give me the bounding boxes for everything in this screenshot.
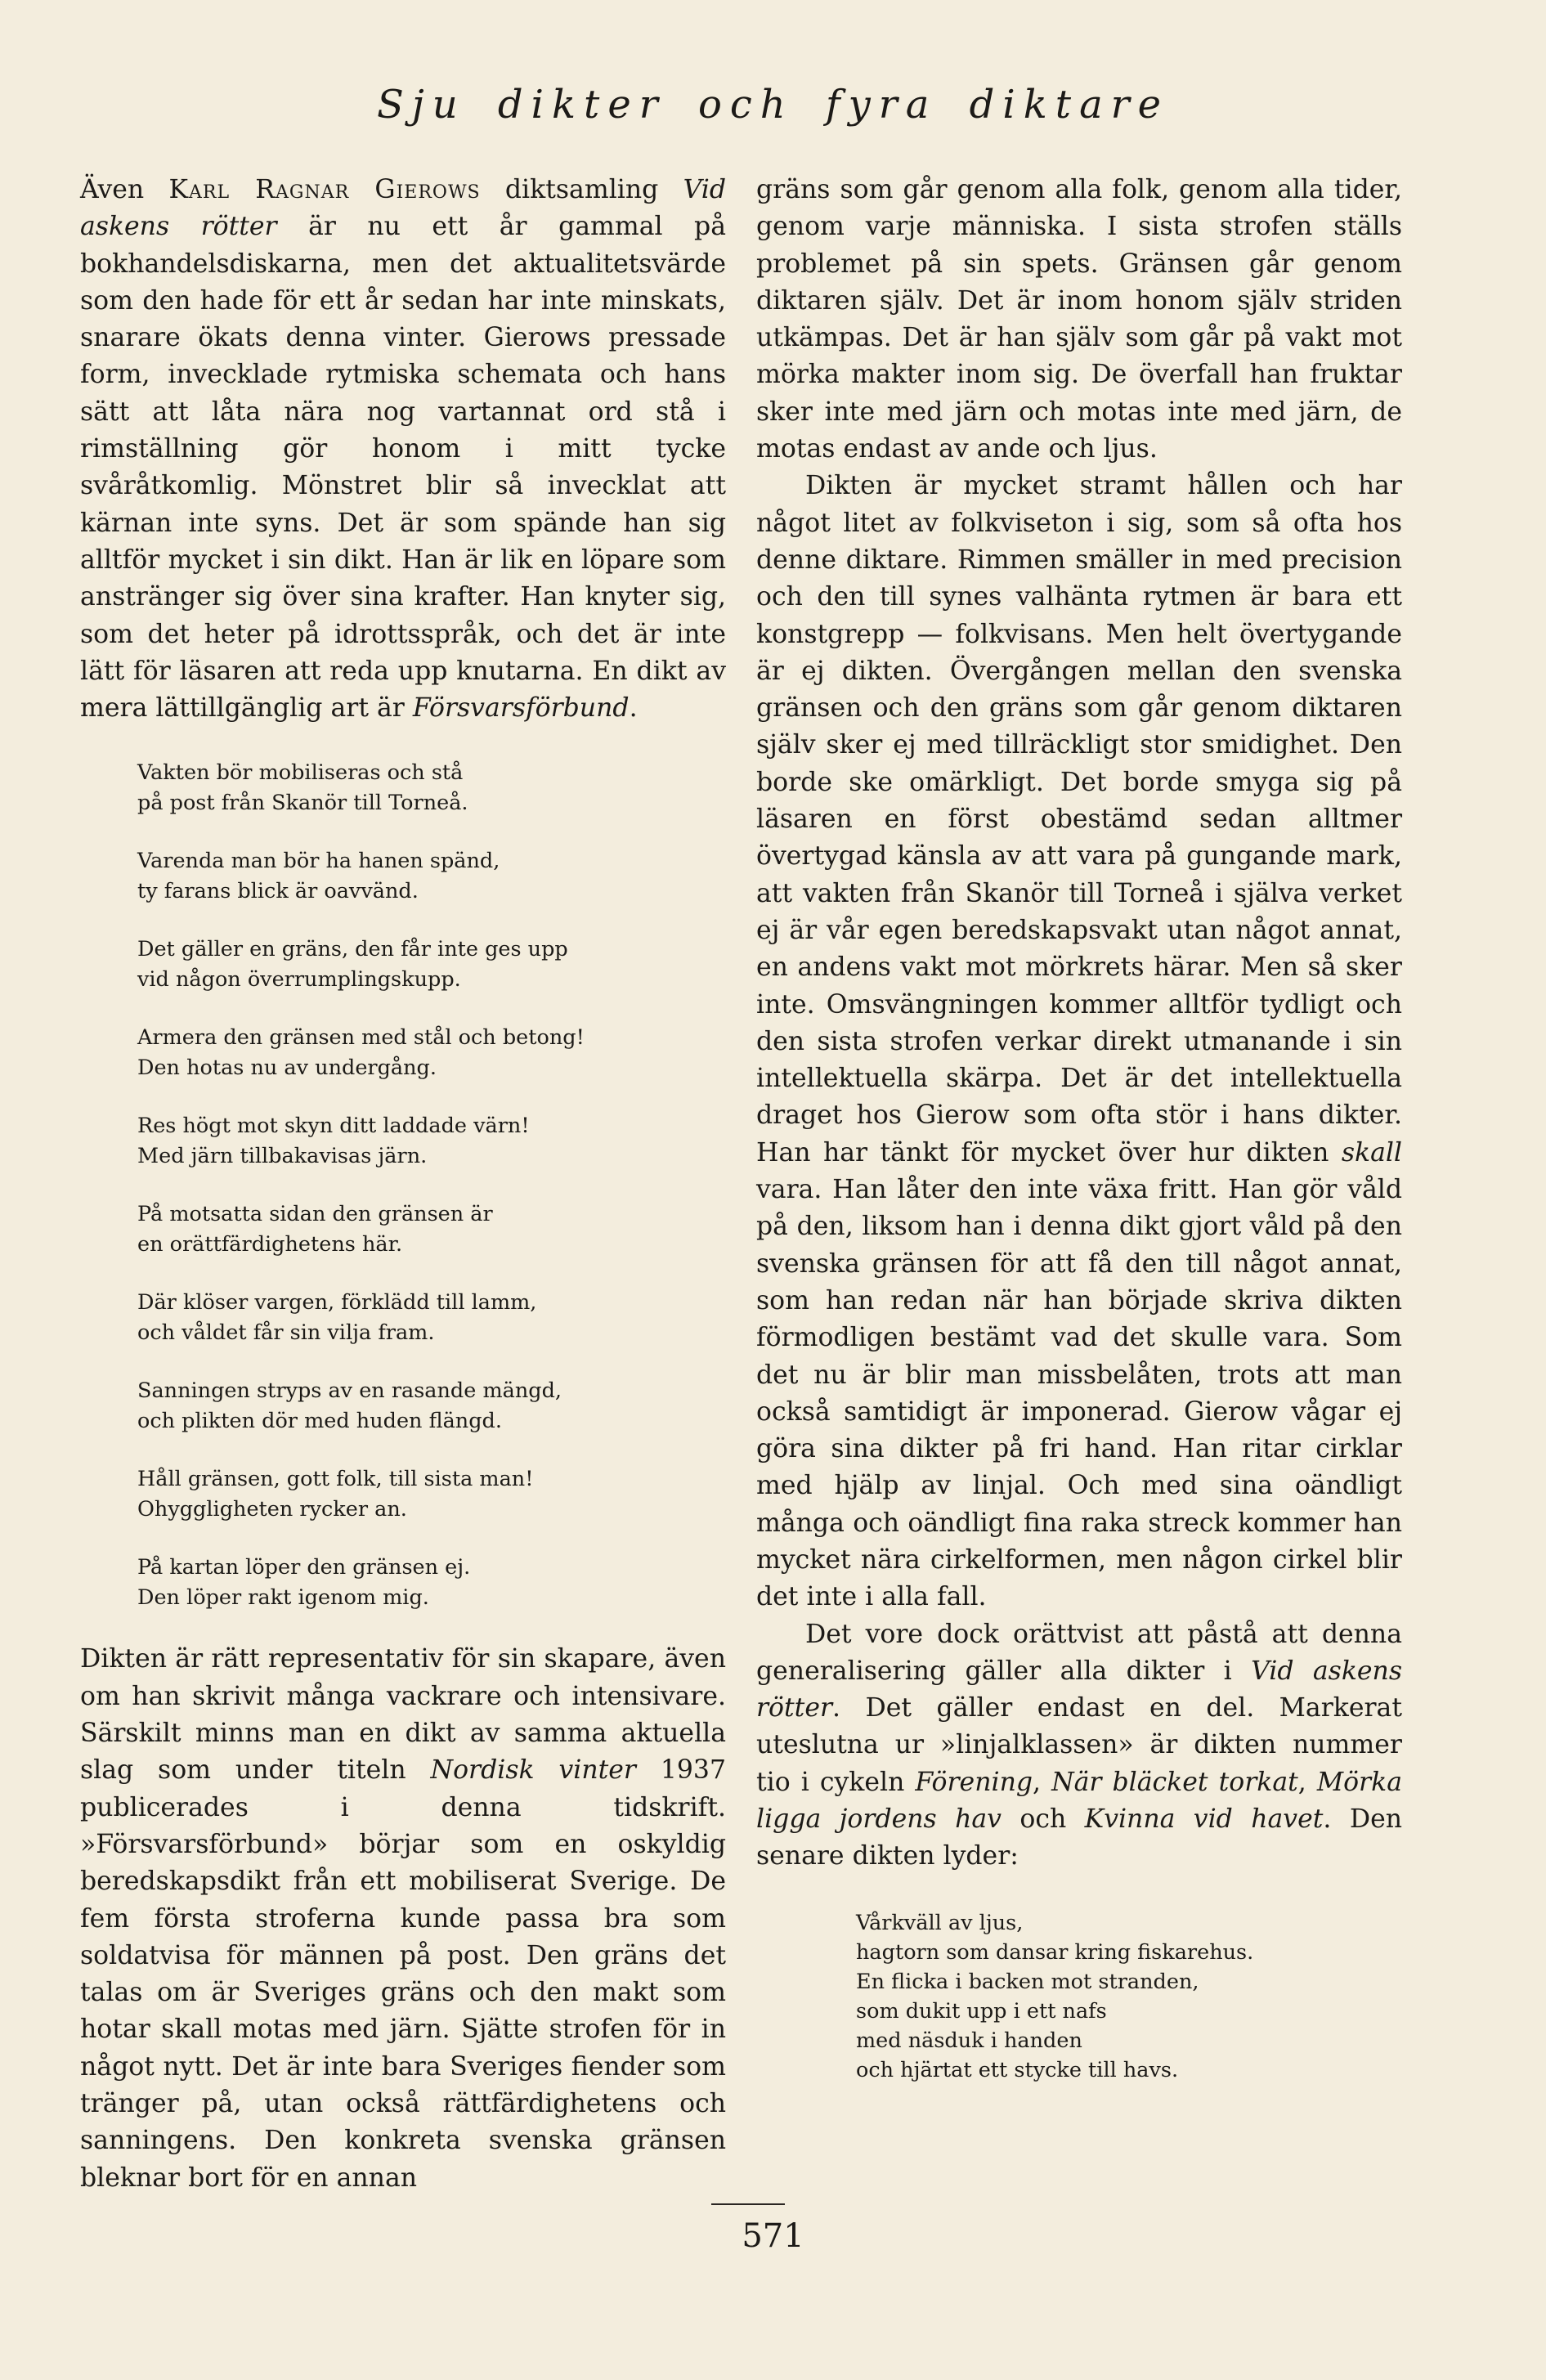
commentary-paragraph: Dikten är rätt representativ för sin skapare, även om han skrivit många vackrare och intensivare. Särskilt minns man en dikt av samma aktuella slag som under titeln Nordisk vinter 1937 publicerades i denna tidskrift. »Försvarsförbund» börjar som en oskyldig beredskapsdikt från ett mobiliserat Sverige. De fem första stroferna kunde passa bra som soldatvisa för männen på post. Den gräns det talas om är Sveriges gräns och den makt som hotar skall motas med järn. Sjätte strofen för in något nytt. Det är inte bara Sveriges fiender som tränger på, utan också rättfärdighetens och sanningens. Den konkreta svenska gränsen bleknar bort för en annan [80,1644,727,2193]
poem-stanza [137,758,726,818]
poem-title: Mörka ligga jordens hav [756,1767,1402,1835]
poem-line: Varenda man bör ha hanen spänd, [137,849,500,874]
poem-title: Kvinna vid havet [1084,1804,1324,1835]
footer-rule [711,2203,785,2205]
poem-line: med näsduk i handen [856,2028,1082,2053]
running-title: Sju dikter och fyra diktare [376,82,1170,128]
poem-stanza [137,935,726,995]
poem-line: vid någon överrumplingskupp. [137,967,461,993]
poem-line: och våldet får sin vilja fram. [137,1320,435,1346]
poem-line: en orättfärdighetens här. [137,1232,403,1257]
poem-line: På kartan löper den gränsen ej. [137,1555,471,1580]
poem-line: På motsatta sidan den gränsen är [137,1202,493,1227]
poem-line: Ohyggligheten rycker an. [137,1497,407,1522]
poem-title: När bläcket torkat [1051,1767,1298,1797]
poem-line: Håll gränsen, gott folk, till sista man! [137,1467,534,1492]
poem-stanza [137,1288,726,1348]
poem-forsvarsforbund [137,758,726,1613]
closing-paragraph: Det vore dock orättvist att påstå att denna generalisering gäller alla dikter i Vid askens rötter. Det gäller endast en del. Markerat uteslutna ur »linjalklassen» är dikten nummer tio i cykeln Förening, När bläcket torkat, Mörka ligga jordens hav och Kvinna vid havet. Den senare dikten lyder: [756,1619,1402,1871]
poem-line: som dukit upp i ett nafs [856,1998,1107,2024]
poem-title: Försvarsförbund [412,693,630,724]
poem-line: Den löper rakt igenom mig. [137,1585,429,1611]
poem-line: Den hotas nu av undergång. [137,1056,437,1081]
emphasis: skall [1341,1137,1402,1168]
poem-stanza [137,1376,726,1437]
poem-kvinna-vid-havet [856,1908,1402,2085]
book-title: Vid askens rötter [80,175,726,242]
poem-stanza [137,1199,726,1260]
left-column [80,172,726,2197]
poem-stanza [137,1111,726,1172]
poem-line: Sanningen stryps av en rasande mängd, [137,1378,562,1404]
continuation-paragraph: gräns som går genom alla folk, genom alla tider, genom varje människa. I sista strofen ställs problemet på sin spets. Gränsen går genom diktaren själv. Det är inom honom själv striden utkämpas. Det är han själv som går på vakt mot mörka makter inom sig. De överfall han fruktar sker inte med järn och motas inte med järn, de motas endast av ande och ljus. [756,175,1402,464]
poem-line: En flicka i backen mot stranden, [856,1969,1199,1994]
intro-paragraph: Även Karl Ragnar Gierows diktsamling Vid askens rötter är nu ett år gammal på bokhandelsdiskarna, men det aktualitetsvärde som den hade för ett år sedan har inte minskats, snarare ökats denna vinter. Gierows pressade form, invecklade rytmiska schemata och hans sätt att låta nära nog vartannat ord stå i rimställning gör honom i mitt tycke svåråtkomlig. Mönstret blir så invecklat att kärnan inte syns. Det är som spände han sig alltför mycket i sin dikt. Han är lik en löpare som anstränger sig över sina krafter. Han knyter sig, som det heter på idrottsspråk, och det är inte lätt för läsaren att reda upp knutarna. En dikt av mera lättillgänglig art är Försvarsförbund. [80,175,726,724]
poem-line: Där klöser vargen, förklädd till lamm, [137,1290,537,1315]
poem-line: hagtorn som dansar kring fiskarehus. [856,1939,1254,1965]
poem-line: på post från Skanör till Torneå. [137,791,468,816]
poem-line: Vakten bör mobiliseras och stå [137,760,464,786]
poem-line: Vårkväll av ljus, [856,1910,1024,1935]
analysis-paragraph: Dikten är mycket stramt hållen och har något litet av folkviseton i sig, som så ofta hos denne diktare. Rimmen smäller in med precision och den till synes valhänta rytmen är bara ett konstgrepp — folkvisans. Men helt övertygande är ej dikten. Övergången mellan den svenska gränsen och den gräns som går genom diktaren själv sker ej med tillräckligt stor smidighet. Den borde ske omärkligt. Det borde smyga sig på läsaren en först obestämd sedan alltmer övertygad känsla av att vara på gungande mark, att vakten från Skanör till Torneå i själva verket ej är vår egen beredskapsvakt utan något annat, en andens vakt mot mörkrets härar. Men så sker inte. Omsvängningen kommer alltför tydligt och den sista strofen verkar direkt utmanande i sin intellektuella skärpa. Det är det intellektuella draget hos Gierow som ofta stör i hans dikter. Han har tänkt för mycket över hur dikten skall vara. Han låter den inte växa fritt. Han gör våld på den, liksom han i denna dikt gjort våld på den svenska gränsen för att få den till något annat, som han redan när han började skriva dikten förmodligen bestämt vad det skulle vara. Som det nu är blir man missbelåten, trots att man också samtidigt är imponerad. Gierow vågar ej göra sina dikter på fri hand. Han ritar cirklar med hjälp av linjal. Och med sina oändligt många och oändligt fina raka streck kommer han mycket nära cirkelformen, men någon cirkel blir det inte i alla fall. [756,471,1402,1612]
poem-title: Förening [915,1767,1033,1797]
poem-stanza [137,1553,726,1613]
poem-line: Det gäller en gräns, den får inte ges upp [137,937,568,962]
poem-line: Res högt mot skyn ditt laddade värn! [137,1114,530,1139]
poem-line: och plikten dör med huden flängd. [137,1409,502,1434]
page-number: 571 [742,2217,804,2255]
book-title: Vid askens rötter [756,1656,1402,1723]
poem-line: och hjärtat ett stycke till havs. [856,2057,1179,2082]
poem-stanza [137,1464,726,1525]
poem-line: Armera den gränsen med stål och betong! [137,1025,585,1051]
right-column [756,172,1402,2085]
poem-line: Med järn tillbakavisas järn. [137,1144,428,1169]
author-name: Karl Ragnar Gierows [168,175,481,204]
poem-stanza [137,846,726,907]
referenced-title: Nordisk vinter [430,1755,636,1786]
poem-stanza [856,1908,1402,2085]
poem-stanza [137,1023,726,1083]
poem-line: ty farans blick är oavvänd. [137,879,419,904]
